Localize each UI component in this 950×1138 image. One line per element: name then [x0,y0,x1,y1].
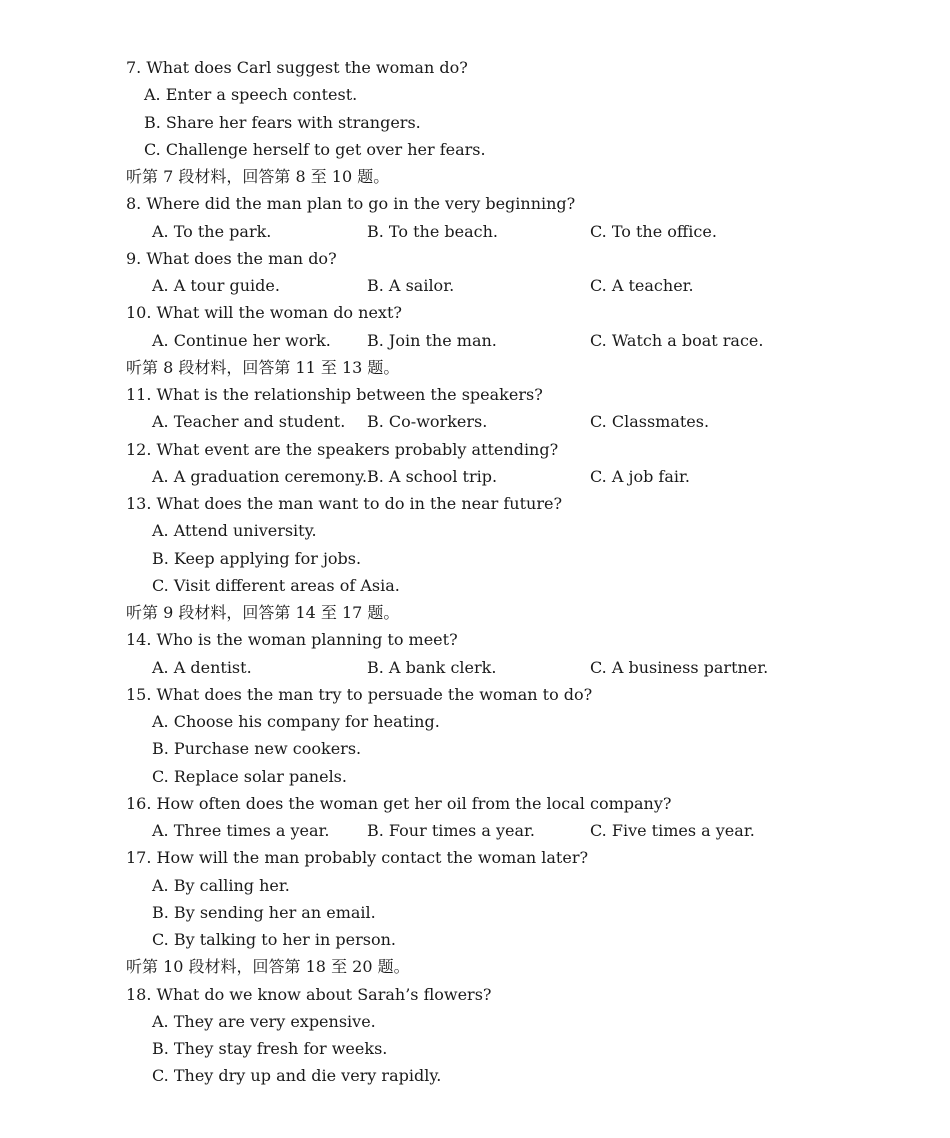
option-a: A. Teacher and student. [152,412,346,431]
option-c: C. Five times a year. [590,821,755,840]
option-a: A. Continue her work. [152,331,331,350]
question-text: 8. Where did the man plan to go in the very beginning? [126,194,576,213]
option-b: B. Co-workers. [367,412,488,431]
option-c: C. To the office. [590,222,717,241]
option-text: A. They are very expensive. [152,1012,376,1031]
option-text: C. Visit different areas of Asia. [152,576,400,595]
section-instruction: 听第 8 段材料，回答第 11 至 13 题。 [126,358,400,377]
option-text: B. Keep applying for jobs. [152,549,362,568]
option-text: C. They dry up and die very rapidly. [152,1066,442,1085]
question-text: 12. What event are the speakers probably attending? [126,440,559,459]
option-b: B. A sailor. [367,276,455,295]
option-b: B. To the beach. [367,222,498,241]
section-instruction: 听第 7 段材料，回答第 8 至 10 题。 [126,167,390,186]
option-c: C. A business partner. [590,658,769,677]
option-a: A. A dentist. [152,658,252,677]
option-text: C. Challenge herself to get over her fears. [144,140,486,159]
section-instruction: 听第 10 段材料，回答第 18 至 20 题。 [126,957,410,976]
option-text: B. Purchase new cookers. [152,739,362,758]
option-text: B. By sending her an email. [152,903,376,922]
option-a: A. Three times a year. [152,821,330,840]
option-c: C. A teacher. [590,276,694,295]
option-a: A. To the park. [152,222,272,241]
question-text: 17. How will the man probably contact the woman later? [126,848,589,867]
question-text: 10. What will the woman do next? [126,303,402,322]
option-a: A. A graduation ceremony. [152,467,368,486]
option-text: A. Choose his company for heating. [152,712,440,731]
option-c: C. Classmates. [590,412,710,431]
section-instruction: 听第 9 段材料，回答第 14 至 17 题。 [126,603,400,622]
option-text: A. Attend university. [152,521,317,540]
option-c: C. A job fair. [590,467,690,486]
question-text: 7. What does Carl suggest the woman do? [126,58,468,77]
question-text: 18. What do we know about Sarah’s flowers? [126,985,492,1004]
option-text: C. By talking to her in person. [152,930,397,949]
question-text: 13. What does the man want to do in the near future? [126,494,563,513]
option-b: B. A school trip. [367,467,498,486]
question-text: 11. What is the relationship between the speakers? [126,385,543,404]
question-text: 16. How often does the woman get her oil from the local company? [126,794,672,813]
option-text: B. They stay fresh for weeks. [152,1039,388,1058]
option-a: A. A tour guide. [152,276,280,295]
question-text: 14. Who is the woman planning to meet? [126,630,458,649]
option-b: B. Four times a year. [367,821,535,840]
option-text: C. Replace solar panels. [152,767,347,786]
question-text: 15. What does the man try to persuade the woman to do? [126,685,593,704]
option-b: B. Join the man. [367,331,497,350]
option-text: A. Enter a speech contest. [144,85,358,104]
option-text: B. Share her fears with strangers. [144,113,421,132]
option-text: A. By calling her. [152,876,290,895]
option-b: B. A bank clerk. [367,658,497,677]
option-c: C. Watch a boat race. [590,331,764,350]
question-text: 9. What does the man do? [126,249,337,268]
